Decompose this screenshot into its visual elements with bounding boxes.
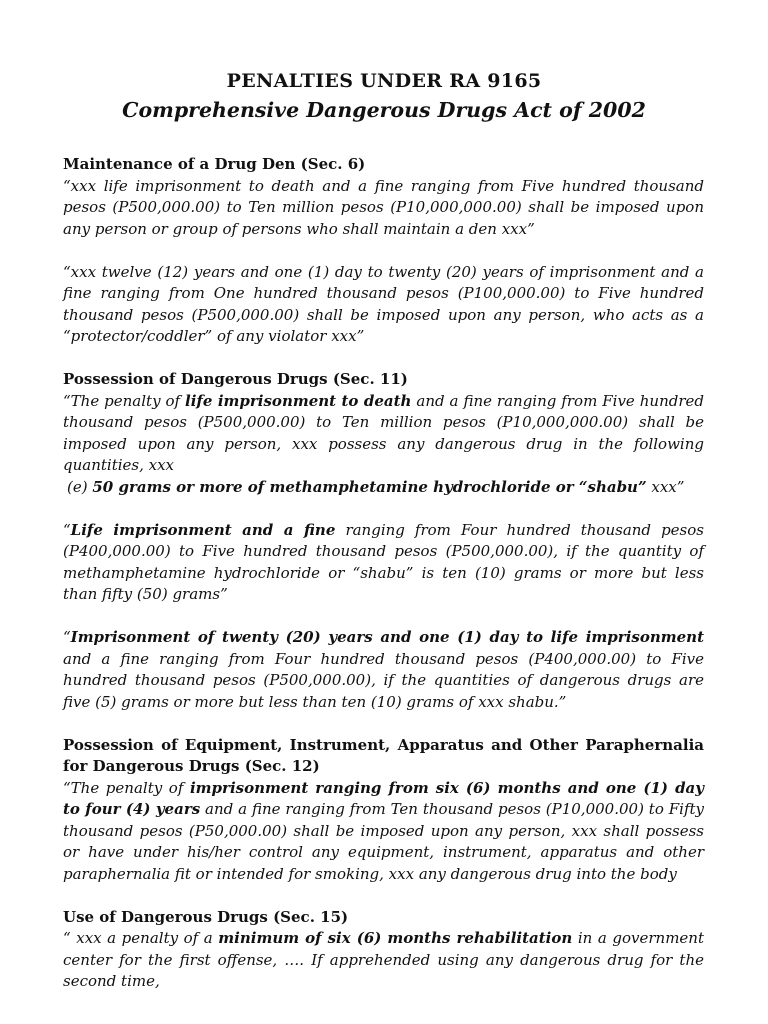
- section-use-drugs: [63, 907, 704, 993]
- paragraph: “The penalty of imprisonment ranging from six (6) months and one (1) day to four (4) years and a fine ranging from Ten thousand pesos (P10,000.00) to Fifty thousand pesos (P50,000.00) shall be imposed upon any person, xxx shall possess or have under his/her control any equipment, instrument, apparatus and other paraphernalia fit or intended for smoking, xxx any dangerous drug into the body: [63, 778, 704, 883]
- paragraph: “xxx twelve (12) years and one (1) day to twenty (20) years of imprisonment and a fine ranging from One hundred thousand pesos (P100,000.00) to Five hundred thousand pesos (P500,000.00) shall be imposed upon any person, who acts as a “protector/coddler” of any violator xxx”: [63, 262, 704, 345]
- document-body: [63, 154, 704, 993]
- section-paraphernalia: [63, 735, 704, 886]
- section-heading: Possession of Equipment, Instrument, Apparatus and Other Paraphernalia for Dangerous Drugs (Sec. 12): [63, 735, 704, 775]
- section-possession-drugs: [63, 369, 704, 713]
- section-heading: Maintenance of a Drug Den (Sec. 6): [63, 155, 366, 173]
- paragraph: “ xxx a penalty of a minimum of six (6) months rehabilitation in a government center for the first offense, …. If apprehended using any dangerous drug for the second time,: [63, 929, 704, 990]
- paragraph: “The penalty of life imprisonment to death and a fine ranging from Five hundred thousand pesos (P500,000.00) to Ten million pesos (P10,000,000.00) shall be imposed upon any person, xxx possess any dangerous drug in the following quantities, xxx (e) 50 grams or more of methamphetamine hydrochloride or “shabu” xxx”: [63, 391, 704, 496]
- paragraph: “Life imprisonment and a fine ranging from Four hundred thousand pesos (P400,000.00) to Five hundred thousand pesos (P500,000.00), if the quantity of methamphetamine hydrochloride or “shabu” is ten (10) grams or more but less than fifty (50) grams”: [63, 520, 704, 603]
- document-subtitle: Comprehensive Dangerous Drugs Act of 2002: [122, 98, 646, 122]
- document-title: PENALTIES UNDER RA 9165: [226, 70, 542, 92]
- section-heading: Possession of Dangerous Drugs (Sec. 11): [63, 370, 408, 388]
- paragraph: “xxx life imprisonment to death and a fine ranging from Five hundred thousand pesos (P500,000.00) to Ten million pesos (P10,000,000.00) shall be imposed upon any person or group of persons who shall maintain a den xxx”: [63, 176, 704, 238]
- section-heading: Use of Dangerous Drugs (Sec. 15): [63, 907, 349, 926]
- section-drug-den: [63, 154, 704, 348]
- paragraph: “Imprisonment of twenty (20) years and one (1) day to life imprisonment and a fine ranging from Four hundred thousand pesos (P400,000.00) to Five hundred thousand pesos (P500,000.00), if the quantities of dangerous drugs are five (5) grams or more but less than ten (10) grams of xxx shabu.”: [63, 628, 704, 711]
